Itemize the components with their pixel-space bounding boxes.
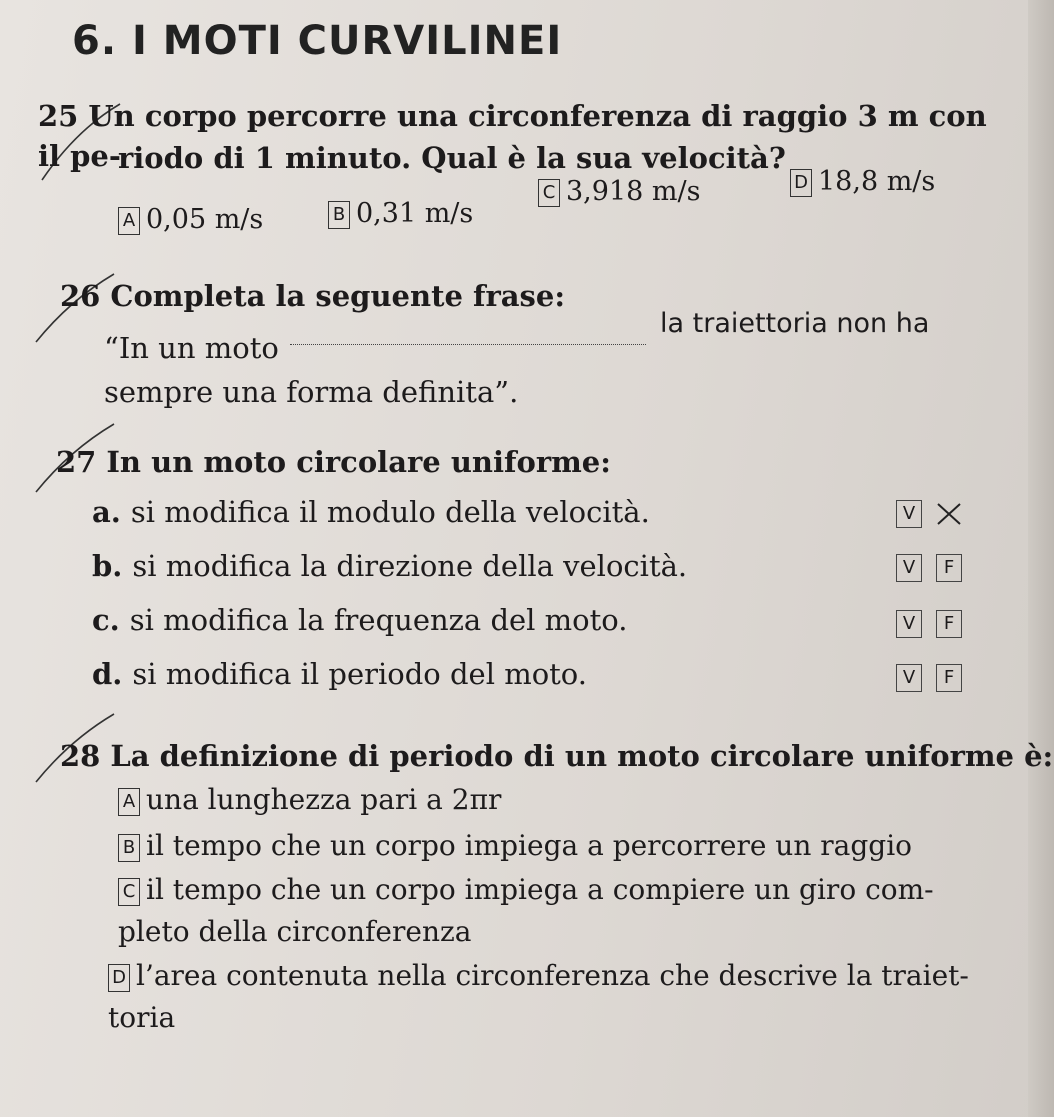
q27-item-b xyxy=(92,546,687,586)
q28-option-a[interactable] xyxy=(118,782,501,818)
q27-item-a xyxy=(92,492,650,532)
question-27 xyxy=(56,442,611,482)
q27-b-false-box[interactable]: F xyxy=(936,554,962,582)
question-number: 25 xyxy=(38,99,79,133)
q27-a-false-box-marked[interactable] xyxy=(934,500,958,526)
option-letter-box: D xyxy=(790,169,812,197)
q28-option-d[interactable] xyxy=(108,958,969,994)
sentence-start: “In un moto xyxy=(104,331,279,365)
q27-c-false-box[interactable]: F xyxy=(936,610,962,638)
question-25-line2 xyxy=(118,138,786,178)
option-letter-box: D xyxy=(108,964,130,992)
item-text: si modifica la direzione della velocità. xyxy=(132,549,688,583)
option-text: 3,918 m/s xyxy=(566,176,701,207)
option-text: il tempo che un corpo impiega a percorrere un raggio xyxy=(146,829,913,862)
option-letter-box: B xyxy=(118,834,140,862)
question-28 xyxy=(60,736,1054,776)
q27-d-true-box[interactable]: V xyxy=(896,664,922,692)
question-prompt: La definizione di periodo di un moto circolare uniforme è: xyxy=(110,739,1054,773)
option-letter-box: B xyxy=(328,201,350,229)
item-letter: b. xyxy=(92,549,123,583)
option-letter-box: A xyxy=(118,207,140,235)
question-26 xyxy=(60,276,565,316)
item-letter: a. xyxy=(92,495,121,529)
question-number: 26 xyxy=(60,279,101,313)
q25-option-a[interactable] xyxy=(118,202,263,238)
cross-mark-icon xyxy=(934,500,964,528)
question-prompt: In un moto circolare uniforme: xyxy=(106,445,611,479)
question-text-line1: Un corpo percorre una circonferenza di raggio 3 m con il pe- xyxy=(38,99,987,173)
option-text: una lunghezza pari a 2πr xyxy=(146,783,502,816)
option-letter-box: C xyxy=(118,878,140,906)
q25-option-b[interactable] xyxy=(328,196,473,232)
option-text-continued: toria xyxy=(108,1001,176,1034)
q26-sentence-start xyxy=(104,328,279,368)
option-text: l’area contenuta nella circonferenza che descrive la traiet- xyxy=(136,959,969,992)
item-text: si modifica la frequenza del moto. xyxy=(129,603,628,637)
option-text: 0,31 m/s xyxy=(356,198,474,229)
option-text: 18,8 m/s xyxy=(818,166,936,197)
option-letter-box: A xyxy=(118,788,140,816)
q27-item-c xyxy=(92,600,627,640)
fill-in-blank[interactable] xyxy=(290,344,646,345)
q27-c-true-box[interactable]: V xyxy=(896,610,922,638)
q27-a-true-box[interactable]: V xyxy=(896,500,922,528)
page-edge xyxy=(1028,0,1054,1117)
q27-d-false-box[interactable]: F xyxy=(936,664,962,692)
q26-sentence-end xyxy=(660,304,929,344)
q28-option-b[interactable] xyxy=(118,828,912,864)
q25-option-d[interactable] xyxy=(790,164,935,200)
sentence-end: la traiettoria non ha xyxy=(660,308,930,339)
option-text-continued: pleto della circonferenza xyxy=(118,915,472,948)
item-letter: d. xyxy=(92,657,123,691)
q25-option-c[interactable] xyxy=(538,174,700,210)
item-text: si modifica il modulo della velocità. xyxy=(130,495,650,529)
question-text-line2: riodo di 1 minuto. Qual è la sua velocità? xyxy=(118,141,786,175)
sentence-line2: sempre una forma definita”. xyxy=(104,375,519,409)
question-number: 27 xyxy=(56,445,97,479)
option-text: 0,05 m/s xyxy=(146,204,264,235)
q26-line2 xyxy=(104,372,518,412)
q28-option-d-cont xyxy=(108,1000,175,1036)
question-number: 28 xyxy=(60,739,101,773)
q27-item-d xyxy=(92,654,587,694)
option-text: il tempo che un corpo impiega a compiere un giro com- xyxy=(146,873,934,906)
section-title: 6. I MOTI CURVILINEI xyxy=(72,18,563,64)
q27-b-true-box[interactable]: V xyxy=(896,554,922,582)
option-letter-box: C xyxy=(538,179,560,207)
question-prompt: Completa la seguente frase: xyxy=(110,279,566,313)
q28-option-c-cont xyxy=(118,914,471,950)
item-letter: c. xyxy=(92,603,120,637)
item-text: si modifica il periodo del moto. xyxy=(132,657,587,691)
q28-option-c[interactable] xyxy=(118,872,934,908)
